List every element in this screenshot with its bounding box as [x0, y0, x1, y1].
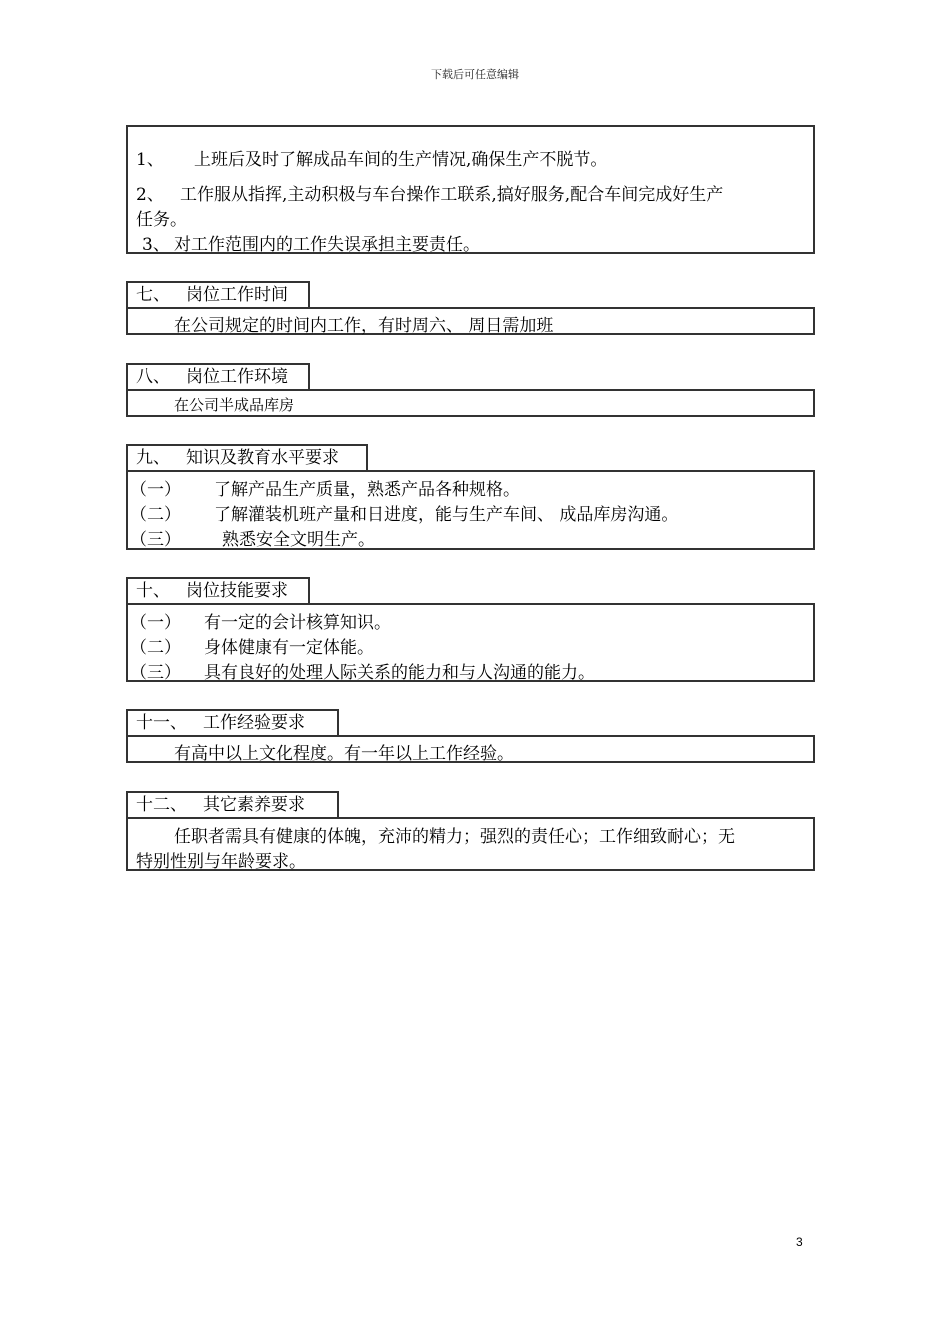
duty-1-num: 1、: [136, 150, 164, 170]
section8-box: [126, 389, 815, 417]
section10-item-3-num: （三）: [130, 663, 181, 683]
section7-heading: 岗位工作时间: [186, 285, 288, 305]
section10-item-2-num: （二）: [130, 638, 181, 658]
duty-2-text: 工作服从指挥,主动积极与车台操作工联系,搞好服务,配合车间完成好生产: [180, 185, 724, 205]
section10-title: 十、: [136, 581, 170, 601]
section10-item-1-text: 有一定的会计核算知识。: [204, 613, 391, 633]
section10-item-2-text: 身体健康有一定体能。: [204, 638, 374, 658]
section11-heading: 工作经验要求: [203, 713, 305, 733]
section12-box: [126, 817, 815, 871]
section8-label: [126, 363, 310, 389]
duty-3-text: 对工作范围内的工作失误承担主要责任。: [174, 235, 480, 255]
page-header-note: 下载后可任意编辑: [431, 68, 519, 81]
section9-title: 九、: [136, 448, 170, 468]
section9-item-3-text: 熟悉安全文明生产。: [222, 530, 375, 550]
duties-box: [126, 125, 815, 254]
section10-box: [126, 603, 815, 682]
section11-title: 十一、: [136, 713, 187, 733]
section9-item-2-text: 了解灌装机班产量和日进度，能与生产车间、 成品库房沟通。: [214, 505, 679, 525]
duty-3-num: 3、: [142, 235, 170, 255]
section12-body-line1: 任职者需具有健康的体魄，充沛的精力；强烈的责任心；工作细致耐心；无: [174, 827, 735, 847]
section8-heading: 岗位工作环境: [186, 367, 288, 387]
section9-item-3-num: （三）: [130, 530, 181, 550]
section7-title: 七、: [136, 285, 170, 305]
section9-item-1-text: 了解产品生产质量，熟悉产品各种规格。: [214, 480, 520, 500]
duty-2-cont: 任务。: [136, 210, 187, 230]
section11-label: [126, 709, 339, 735]
section9-item-2-num: （二）: [130, 505, 181, 525]
section9-item-1-num: （一）: [130, 480, 181, 500]
section12-title: 十二、: [136, 795, 187, 815]
section9-label: [126, 444, 368, 470]
section10-label: [126, 577, 310, 603]
section12-body-line2: 特别性别与年龄要求。: [136, 852, 306, 872]
section11-body: 有高中以上文化程度。有一年以上工作经验。: [174, 744, 514, 764]
section12-label: [126, 791, 339, 817]
section7-box: [126, 307, 815, 335]
section9-heading: 知识及教育水平要求: [186, 448, 339, 468]
section12-heading: 其它素养要求: [203, 795, 305, 815]
section11-box: [126, 735, 815, 763]
section7-label: [126, 281, 310, 307]
section8-body: 在公司半成品库房: [174, 396, 295, 414]
section8-title: 八、: [136, 367, 170, 387]
duty-2-num: 2、: [136, 185, 164, 205]
section10-item-3-text: 具有良好的处理人际关系的能力和与人沟通的能力。: [204, 663, 595, 683]
page-number: 3: [796, 1235, 803, 1249]
section7-body: 在公司规定的时间内工作，有时周六、 周日需加班: [174, 316, 554, 336]
section10-item-1-num: （一）: [130, 613, 181, 633]
section10-heading: 岗位技能要求: [186, 581, 288, 601]
section9-box: [126, 470, 815, 550]
duty-1-text: 上班后及时了解成品车间的生产情况,确保生产不脱节。: [194, 150, 608, 170]
